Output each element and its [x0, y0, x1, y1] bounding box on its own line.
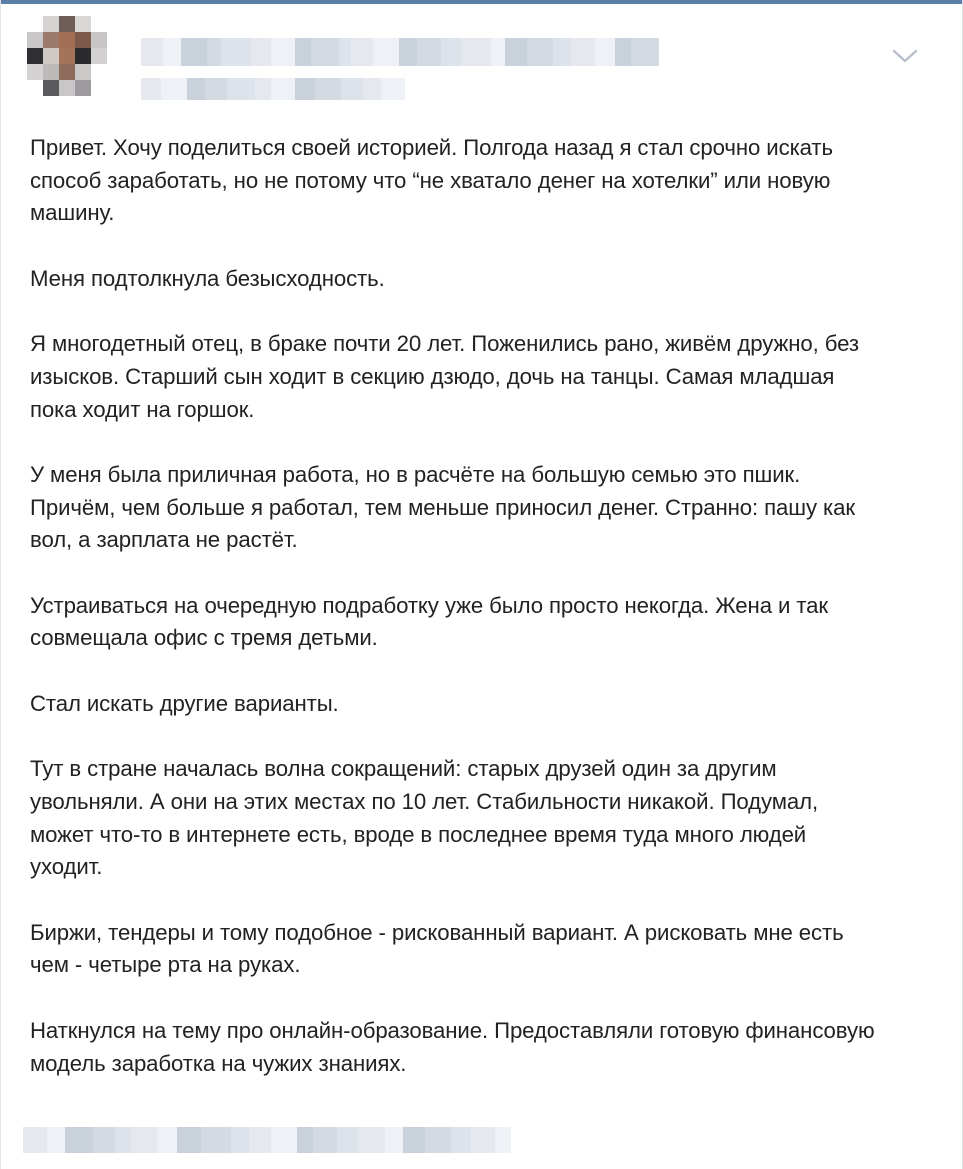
avatar-pixel [91, 96, 107, 112]
blur-pixel [221, 38, 251, 66]
avatar-pixel [75, 16, 91, 32]
blur-pixel [461, 38, 491, 66]
avatar-pixel [43, 16, 59, 32]
blur-pixel [295, 38, 311, 66]
blur-pixel [373, 38, 399, 66]
avatar-pixel [43, 64, 59, 80]
blur-pixel [399, 38, 417, 66]
avatar-pixel [59, 32, 75, 48]
blur-pixel [251, 38, 271, 66]
blur-pixel [385, 1127, 403, 1153]
blur-pixel [357, 1127, 385, 1153]
avatar-pixel [59, 48, 75, 64]
avatar-pixel [27, 64, 43, 80]
blur-pixel [177, 1127, 201, 1153]
avatar-pixel [91, 16, 107, 32]
blur-pixel [141, 78, 161, 100]
post-body [30, 132, 930, 1080]
blur-pixel [313, 1127, 337, 1153]
blur-pixel [441, 38, 461, 66]
blur-pixel [297, 1127, 313, 1153]
blur-pixel [249, 1127, 271, 1153]
blur-pixel [187, 78, 205, 100]
avatar[interactable] [27, 16, 123, 112]
avatar-pixel [107, 96, 123, 112]
blur-pixel [207, 38, 221, 66]
blur-pixel [471, 1127, 495, 1153]
avatar-pixel [107, 48, 123, 64]
blur-pixel [93, 1127, 115, 1153]
post-footer-blurred [23, 1127, 511, 1153]
post-date-blurred[interactable] [141, 78, 405, 100]
avatar-pixel [59, 80, 75, 96]
avatar-pixel [91, 64, 107, 80]
top-accent-bar [0, 0, 963, 4]
avatar-pixel [59, 96, 75, 112]
blur-pixel [341, 78, 363, 100]
blur-pixel [451, 1127, 471, 1153]
avatar-pixel [27, 48, 43, 64]
blur-pixel [163, 38, 181, 66]
avatar-pixel [59, 16, 75, 32]
blur-pixel [23, 1127, 47, 1153]
blur-pixel [131, 1127, 157, 1153]
blur-pixel [553, 38, 571, 66]
blur-pixel [631, 38, 659, 66]
post-paragraph: Меня подтолкнула безысходность. [30, 265, 385, 291]
avatar-pixel [75, 64, 91, 80]
blur-pixel [271, 78, 295, 100]
blur-pixel [417, 38, 441, 66]
avatar-pixel [27, 80, 43, 96]
blur-pixel [351, 38, 373, 66]
blur-pixel [381, 78, 405, 100]
blur-pixel [491, 38, 505, 66]
blur-pixel [181, 38, 207, 66]
post-paragraph: Биржи, тендеры и тому подобное - рискованный вариант. А рисковать мне есть чем - четыре рта на руках. [30, 919, 844, 978]
avatar-pixel [43, 32, 59, 48]
avatar-pixel [91, 48, 107, 64]
avatar-pixel [27, 32, 43, 48]
blur-pixel [495, 1127, 511, 1153]
avatar-pixel [43, 80, 59, 96]
post-paragraph: Привет. Хочу поделиться своей историей. Полгода назад я стал срочно искать способ заработать, но не потому что “не хватало денег на хотелки” или новую машину. [30, 135, 833, 226]
avatar-pixel [75, 96, 91, 112]
blur-pixel [231, 1127, 249, 1153]
post-paragraph: У меня была приличная работа, но в расчёте на большую семью это пшик. Причём, чем больше я работал, тем меньше приносил денег. Странно: пашу как вол, а зарплата не растёт. [30, 461, 855, 553]
blur-pixel [271, 38, 295, 66]
blur-pixel [315, 78, 341, 100]
blur-pixel [201, 1127, 231, 1153]
blur-pixel [571, 38, 595, 66]
avatar-pixel [43, 48, 59, 64]
blur-pixel [363, 78, 381, 100]
blur-pixel [271, 1127, 297, 1153]
blur-pixel [205, 78, 227, 100]
avatar-pixel [107, 32, 123, 48]
avatar-pixel [43, 96, 59, 112]
blur-pixel [115, 1127, 131, 1153]
chevron-down-icon[interactable] [890, 44, 920, 68]
avatar-pixel [91, 80, 107, 96]
avatar-pixel [107, 64, 123, 80]
avatar-pixel [27, 16, 43, 32]
post-paragraph: Наткнулся на тему про онлайн-образование. Предоставляли готовую финансовую модель заработка на чужих знаниях. [30, 1017, 875, 1076]
post-paragraph: Стал искать другие варианты. [30, 690, 339, 716]
post-left-border [0, 0, 1, 1169]
blur-pixel [615, 38, 631, 66]
avatar-pixel [75, 48, 91, 64]
avatar-pixel [59, 64, 75, 80]
blur-pixel [161, 78, 187, 100]
blur-pixel [311, 38, 339, 66]
blur-pixel [425, 1127, 451, 1153]
blur-pixel [255, 78, 271, 100]
blur-pixel [157, 1127, 177, 1153]
avatar-pixel [107, 80, 123, 96]
blur-pixel [141, 38, 163, 66]
blur-pixel [47, 1127, 65, 1153]
post-paragraph: Устраиваться на очередную подработку уже было просто некогда. Жена и так совмещала офис с тремя детьми. [30, 592, 829, 651]
blur-pixel [65, 1127, 93, 1153]
blur-pixel [527, 38, 553, 66]
author-name-blurred[interactable] [141, 38, 659, 66]
blur-pixel [339, 38, 351, 66]
blur-pixel [337, 1127, 357, 1153]
avatar-pixel [75, 32, 91, 48]
post-paragraph: Я многодетный отец, в браке почти 20 лет. Поженились рано, живём дружно, без изысков. Старший сын ходит в секцию дзюдо, дочь на танцы. Самая младшая пока ходит на горшок. [30, 331, 859, 422]
blur-pixel [227, 78, 255, 100]
blur-pixel [595, 38, 615, 66]
avatar-pixel [75, 80, 91, 96]
avatar-pixel [91, 32, 107, 48]
avatar-pixel [107, 16, 123, 32]
blur-pixel [295, 78, 315, 100]
blur-pixel [403, 1127, 425, 1153]
blur-pixel [505, 38, 527, 66]
post-paragraph: Тут в стране началась волна сокращений: старых друзей один за другим увольняли. А они на этих местах по 10 лет. Стабильности никакой. Подумал, может что-то в интернете есть, вроде в последнее время туда много людей уходит. [30, 756, 819, 880]
avatar-pixel [27, 96, 43, 112]
